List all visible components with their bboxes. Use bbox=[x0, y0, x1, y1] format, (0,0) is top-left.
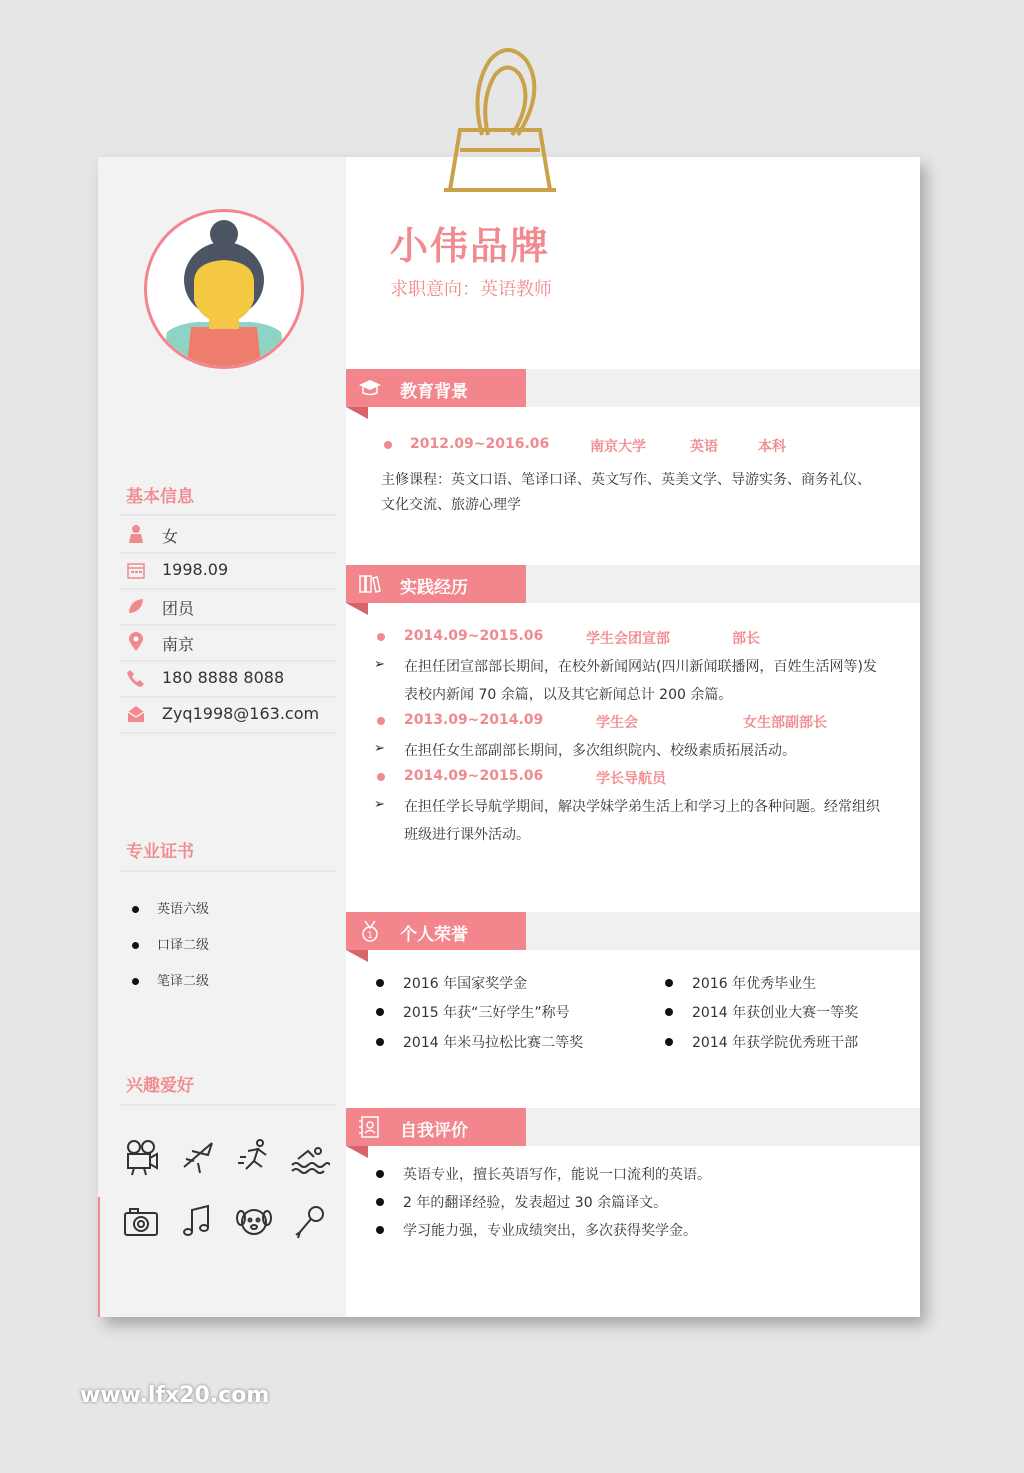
certificate-item: 英语六级 bbox=[132, 898, 209, 917]
honors-header bbox=[346, 912, 920, 950]
hobbies-title: 兴趣爱好 bbox=[126, 1076, 194, 1096]
practice-role: 部长 bbox=[732, 631, 760, 647]
honors-title: 个人荣誉 bbox=[400, 925, 468, 945]
honor-item: 2014 年获创业大赛一等奖 bbox=[692, 1005, 859, 1021]
camera-icon bbox=[122, 1202, 162, 1242]
honor-item: 2015 年获“三好学生”称号 bbox=[403, 1005, 570, 1021]
bullet bbox=[376, 1170, 384, 1178]
honors-tab bbox=[346, 912, 526, 950]
education-title: 教育背景 bbox=[400, 382, 468, 402]
practice-org: 学生会 bbox=[596, 715, 638, 731]
medal-icon bbox=[358, 919, 382, 943]
practice-tab bbox=[346, 565, 526, 603]
divider bbox=[120, 1104, 336, 1106]
practice-role: 女生部副部长 bbox=[743, 715, 827, 731]
avatar-illustration bbox=[147, 212, 301, 366]
practice-period: 2013.09~2014.09 bbox=[404, 712, 544, 728]
location-pin-icon bbox=[126, 632, 146, 652]
education-tab bbox=[346, 369, 526, 407]
running-icon bbox=[234, 1137, 274, 1177]
swimming-icon bbox=[290, 1137, 330, 1177]
info-gender bbox=[120, 516, 336, 554]
certificates-title: 专业证书 bbox=[126, 842, 194, 862]
practice-header bbox=[346, 565, 920, 603]
info-text: 1998.09 bbox=[162, 560, 229, 579]
self-eval-item: 学习能力强，专业成绩突出，多次获得奖学金。 bbox=[403, 1223, 697, 1239]
mail-icon bbox=[126, 704, 146, 724]
info-text: 团员 bbox=[162, 599, 195, 618]
self-eval-title: 自我评价 bbox=[400, 1121, 468, 1141]
arrow-icon: ➢ bbox=[374, 741, 385, 756]
honor-item: 2016 年优秀毕业生 bbox=[692, 976, 817, 992]
practice-period: 2014.09~2015.06 bbox=[404, 768, 544, 784]
person-icon bbox=[126, 524, 146, 544]
self-eval-item: 2 年的翻译经验，发表超过 30 余篇译文。 bbox=[403, 1195, 668, 1211]
sidebar bbox=[98, 157, 346, 1317]
microphone-icon bbox=[290, 1202, 330, 1242]
practice-period: 2014.09~2015.06 bbox=[404, 628, 544, 644]
practice-desc: 在担任学长导航学期间，解决学妹学弟生活上和学习上的各种问题。经常组织 bbox=[404, 799, 880, 815]
books-icon bbox=[358, 572, 382, 596]
bullet bbox=[376, 1198, 384, 1206]
bullet bbox=[132, 978, 139, 985]
education-header bbox=[346, 369, 920, 407]
self-eval-header bbox=[346, 1108, 920, 1146]
airplane-icon bbox=[178, 1137, 218, 1177]
divider bbox=[120, 870, 336, 872]
calendar-icon bbox=[126, 560, 146, 580]
bullet bbox=[376, 1008, 384, 1016]
leaf-icon bbox=[126, 596, 146, 616]
info-phone bbox=[120, 660, 336, 698]
edu-courses: 主修课程：英文口语、笔译口译、英文写作、英美文学、导游实务、商务礼仪、 bbox=[381, 472, 871, 488]
bullet bbox=[376, 1226, 384, 1234]
avatar bbox=[144, 209, 304, 369]
info-text: Zyq1998@163.com bbox=[162, 704, 320, 723]
accent-edge bbox=[98, 1197, 100, 1317]
practice-desc: 在担任女生部副部长期间，多次组织院内、校级素质拓展活动。 bbox=[404, 743, 796, 759]
resume-paper bbox=[98, 157, 920, 1317]
practice-title: 实践经历 bbox=[400, 578, 468, 598]
info-email bbox=[120, 696, 336, 734]
resume-name: 小伟品牌 bbox=[390, 224, 551, 268]
edu-degree: 本科 bbox=[758, 439, 786, 455]
bullet bbox=[377, 717, 385, 725]
music-note-icon bbox=[178, 1202, 218, 1242]
job-intent: 求职意向：英语教师 bbox=[390, 279, 552, 300]
info-birth bbox=[120, 552, 336, 590]
certificate-item: 口译二级 bbox=[132, 934, 209, 953]
graduation-cap-icon bbox=[358, 376, 382, 400]
honor-item: 2014 年获学院优秀班干部 bbox=[692, 1035, 859, 1051]
practice-org: 学生会团宣部 bbox=[586, 631, 670, 647]
info-location bbox=[120, 624, 336, 662]
practice-desc: 班级进行课外活动。 bbox=[404, 827, 530, 843]
edu-courses: 文化交流、旅游心理学 bbox=[381, 497, 521, 513]
honor-item: 2016 年国家奖学金 bbox=[403, 976, 528, 992]
info-text: 女 bbox=[162, 527, 179, 546]
bullet bbox=[665, 979, 673, 987]
bullet bbox=[665, 1008, 673, 1016]
svg-text:1: 1 bbox=[367, 931, 373, 941]
certificate-item: 笔译二级 bbox=[132, 970, 209, 989]
site-watermark: www.lfx20.com bbox=[80, 1383, 270, 1408]
movie-camera-icon bbox=[122, 1137, 162, 1177]
practice-org: 学长导航员 bbox=[596, 771, 666, 787]
arrow-icon: ➢ bbox=[374, 657, 385, 672]
self-eval-tab bbox=[346, 1108, 526, 1146]
binder-clip-icon bbox=[430, 40, 570, 210]
basic-info-title: 基本信息 bbox=[126, 487, 194, 507]
bullet bbox=[376, 979, 384, 987]
info-politics bbox=[120, 588, 336, 626]
info-text: 南京 bbox=[162, 635, 195, 654]
bullet bbox=[377, 633, 385, 641]
bullet bbox=[377, 773, 385, 781]
practice-desc: 表校内新闻 70 余篇，以及其它新闻总计 200 余篇。 bbox=[404, 687, 733, 703]
edu-major: 英语 bbox=[690, 439, 718, 455]
bullet bbox=[376, 1038, 384, 1046]
id-card-icon bbox=[358, 1115, 382, 1139]
practice-desc: 在担任团宣部部长期间，在校外新闻网站(四川新闻联播网，百姓生活网等)发 bbox=[404, 659, 877, 675]
honor-item: 2014 年米马拉松比赛二等奖 bbox=[403, 1035, 584, 1051]
edu-school: 南京大学 bbox=[590, 439, 646, 455]
bullet bbox=[384, 441, 392, 449]
bullet bbox=[665, 1038, 673, 1046]
self-eval-item: 英语专业，擅长英语写作，能说一口流利的英语。 bbox=[403, 1167, 711, 1183]
info-text: 180 8888 8088 bbox=[162, 668, 285, 687]
arrow-icon: ➢ bbox=[374, 797, 385, 812]
bullet bbox=[132, 906, 139, 913]
dog-icon bbox=[234, 1202, 274, 1242]
edu-period: 2012.09~2016.06 bbox=[410, 436, 550, 452]
phone-icon bbox=[126, 668, 146, 688]
bullet bbox=[132, 942, 139, 949]
